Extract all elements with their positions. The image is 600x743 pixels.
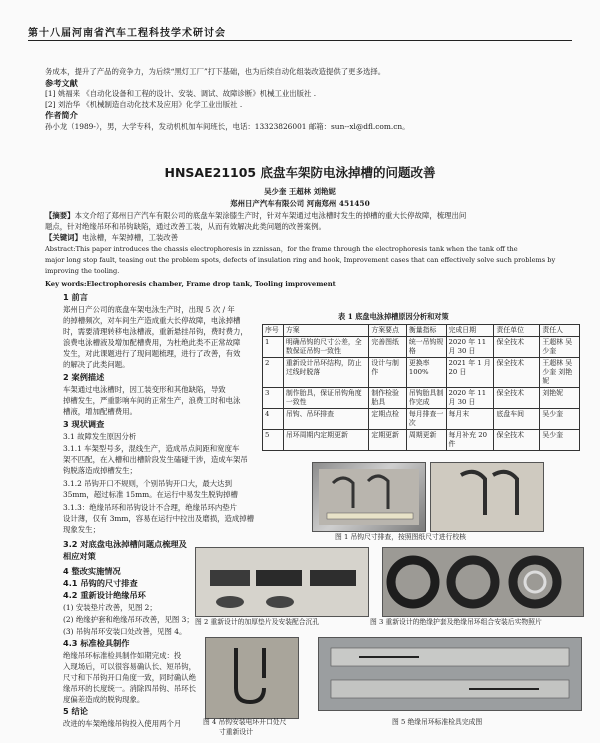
keywords-line <box>45 232 178 243</box>
table-cell: 制作胎具，保证吊钩角度一致性 <box>283 388 369 409</box>
body-line: 尺寸和下吊钩开口角度一致，同时确认绝 <box>63 673 197 682</box>
section-2-heading: 2 案例描述 <box>63 372 105 382</box>
table-cell: 2021 年 1 月 20 日 <box>446 358 494 388</box>
body-line: 掉槽发生，严重影响车间的正常生产，浪费工时和电泳 <box>63 396 241 405</box>
subsection-4-2: 4.2 重新设计绝缘吊环 <box>63 590 146 600</box>
table-cell: 每月末 <box>446 409 494 430</box>
subsection-4-1: 4.1 吊钩的尺寸排查 <box>63 578 138 588</box>
figure-2-photo <box>195 547 369 617</box>
table-cell: 吴少奎 <box>540 409 580 430</box>
figure-1-caption: 图 1 吊钩尺寸排查，按照图纸尺寸进行校核 <box>335 533 466 541</box>
table-header-cell: 序号 <box>263 325 284 337</box>
author-bio-heading: 作者简介 <box>45 110 78 120</box>
table-cell: 2 <box>263 358 284 388</box>
figure-1-photo-left <box>312 462 426 532</box>
article-authors: 吴少奎 王超林 刘艳妮 <box>264 187 336 196</box>
hook-drawing-photo-icon <box>431 463 543 531</box>
section-3-heading: 3 现状调查 <box>63 419 105 429</box>
table-cell: 更换率 100% <box>406 358 446 388</box>
author-bio: 孙小龙（1989-），男，大学专科，发动机机加车间班长，电话：13323826001 邮箱：sun--xl@dfl.com.cn。 <box>45 122 410 131</box>
table-cell: 周期更新 <box>406 430 446 451</box>
table-cell: 设计与制作 <box>369 358 407 388</box>
table-cell: 底盘车间 <box>494 409 540 430</box>
cause-countermeasure-table <box>262 324 580 451</box>
figure-4-photo <box>205 637 299 719</box>
body-line: 3.1.1 车架型号多，混线生产，造成吊点间距和宽度车 <box>63 444 240 453</box>
body-line: 的解决了此类问题。 <box>63 360 130 369</box>
table-cell: 定期点检 <box>369 409 407 430</box>
body-line: 架不匹配，在入槽和出槽阶段发生磕碰干涉，造成车架吊 <box>63 455 248 464</box>
table-cell: 保全技术 <box>494 337 540 358</box>
table-cell: 保全技术 <box>494 358 540 388</box>
abstract-line-1 <box>45 210 466 221</box>
en-abstract-line: Abstract:This paper introduces the chassis electrophoresis in zznissan，for the frame through the electrophoresis tank when the tank off the <box>45 245 518 253</box>
subsection-3-2-cont: 相应对策 <box>63 551 96 561</box>
body-line: 3.1.2 吊钩开口不规则，个别吊钩开口大，最大达到 <box>63 479 232 488</box>
abstract-line-2: 题点，针对绝缘吊环和吊钩缺陷，通过改善工装，从而有效解决此类问题的改善案例。 <box>45 222 326 231</box>
washer-parts-photo-icon <box>196 548 368 616</box>
figure-4-caption-cont: 寸重新设计 <box>219 728 253 736</box>
table-cell: 2020 年 11 月 30 日 <box>446 337 494 358</box>
abstract-text: 本文介绍了郑州日产汽车有限公司的底盘车架涂膝生产时，针对车架通过电泳槽时发生的掉槽的重大长停故障，梳理出问 <box>74 211 467 220</box>
table-row <box>263 337 580 358</box>
body-line: 的掉槽频次，对车间生产造成重大长停故障，电泳掉槽 <box>63 316 241 325</box>
figure-5-caption: 图 5 绝缘吊环标准检具完成图 <box>392 718 483 726</box>
references-heading: 参考文献 <box>45 78 78 88</box>
table-cell: 制作检验胎具 <box>369 388 407 409</box>
body-line: 35mm，超过标准 15mm。在运行中易发生脱钩掉槽 <box>63 490 238 499</box>
table-cell: 吊钩胎具制作完成 <box>406 388 446 409</box>
figure-3-photo <box>382 547 584 617</box>
article-title: HNSAE21105 底盘车架防电泳掉槽的问题改善 <box>164 165 436 180</box>
table-row <box>263 388 580 409</box>
abstract-label: 【摘要】 <box>45 211 75 220</box>
body-line: 缘吊环的长度统一。消除四吊钩、吊环长 <box>63 684 197 693</box>
table-header-row <box>263 325 580 337</box>
table-cell: 3 <box>263 388 284 409</box>
body-line: 郑州日产公司的底盘车架电泳生产时，出现 5 次 / 年 <box>63 305 235 314</box>
body-line: 槽液，增加配槽费用。 <box>63 407 137 416</box>
inspection-gauge-photo-icon <box>319 638 581 710</box>
body-line: 现象发生； <box>63 525 100 534</box>
prev-article-line: 务成本，提升了产品的竞争力，为后续“黑灯工厂”打下基础，也为后续自动化组装改造提供了更多选择。 <box>45 67 386 76</box>
body-line: 3.1.3：绝缘吊环和吊钩设计不合理，绝缘吊环内垫片 <box>63 503 238 512</box>
hook-ruler-photo-icon <box>313 463 425 531</box>
table-cell: 吊钩、吊环排查 <box>283 409 369 430</box>
body-line: 设计薄，仅有 3mm，容易在运行中拉出及磨损，造成掉槽 <box>63 514 255 523</box>
en-keywords: Key words:Electrophoresis chamber, Frame drop tank, Tooling improvement <box>45 280 336 288</box>
reference-item: [2] 刘治华 《机械制造自动化技术及应用》化学工业出版社 . <box>45 100 243 109</box>
figure-2-caption: 图 2 重新设计的加厚垫片及安装配合沉孔 <box>195 618 320 626</box>
keywords-label: 【关键词】 <box>45 233 82 242</box>
hook-mount-photo-icon <box>206 638 298 718</box>
reference-item: [1] 姚福来 《自动化设备和工程的设计、安装、调试、故障诊断》机械工业出版社 . <box>45 89 317 98</box>
section-1-heading: 1 前言 <box>63 292 88 302</box>
table-cell: 吴少奎 <box>540 430 580 451</box>
section-4-heading: 4 整改实施情况 <box>63 566 121 576</box>
table-header-cell: 方案 <box>283 325 369 337</box>
figure-5-photo <box>318 637 582 711</box>
body-line: 发生，对此课题进行了现问题梳理，进行了改善，有效 <box>63 349 241 358</box>
table-header-cell: 方案要点 <box>369 325 407 337</box>
body-line: 钩脱落造成掉槽发生； <box>63 466 137 475</box>
table-cell: 保全技术 <box>494 430 540 451</box>
section-5-heading: 5 结论 <box>63 706 88 716</box>
table-row <box>263 358 580 388</box>
body-line: 绝缘吊环标准检具制作如期完成：投 <box>63 651 182 660</box>
figure-3-caption: 图 3 重新设计的绝缘护套及绝缘吊环组合安装后实物照片 <box>370 618 542 626</box>
keywords-text: 电泳槽，车架掉槽，工装改善 <box>81 233 179 242</box>
table-header-cell: 完成日期 <box>446 325 494 337</box>
table-header-cell: 衡量指标 <box>406 325 446 337</box>
table-cell: 1 <box>263 337 284 358</box>
running-header: 第十八届河南省汽车工程科技学术研讨会 <box>28 28 226 39</box>
table-cell: 保全技术 <box>494 388 540 409</box>
table-cell: 定期更新 <box>369 430 407 451</box>
table-cell: 完善图纸 <box>369 337 407 358</box>
body-line: 时，需要清理转移电泳槽液，重新悬挂吊钩，费时费力， <box>63 327 248 336</box>
list-item: (1) 安装垫片改善，见图 2； <box>63 603 157 612</box>
table-cell: 每月补充 20 件 <box>446 430 494 451</box>
table-cell: 2020 年 11 月 30 日 <box>446 388 494 409</box>
en-abstract-line: improving the tooling. <box>45 267 120 275</box>
table-cell: 明确吊钩的尺寸公差，全数保证吊钩一致性 <box>283 337 369 358</box>
body-line: 车架通过电泳槽时，因工装变形和其他缺陷，导致 <box>63 385 226 394</box>
body-line: 度偏差造成的脱钩现象。 <box>63 695 145 704</box>
header-rule <box>28 40 572 41</box>
table-cell: 王超林 吴少奎 <box>540 337 580 358</box>
insulation-ring-photo-icon <box>383 548 583 616</box>
list-item: (3) 吊钩吊环安装口处改善，见图 4。 <box>63 627 187 636</box>
en-abstract-line: major long stop fault, teasing out the problem spots, defects of insulation ring and hook, Improvement cases that can effectively solve such problems by <box>45 256 556 264</box>
body-line: 浪费电泳槽液及增加配槽费用，为杜绝此类不正常故障 <box>63 338 241 347</box>
body-line: 入现场后，可以很容易确认长、短吊钩， <box>63 662 197 671</box>
article-affiliation: 郑州日产汽车有限公司 河南郑州 451450 <box>230 199 370 208</box>
subsection-3-1: 3.1 故障发生原因分析 <box>63 432 137 441</box>
table-header-cell: 责任单位 <box>494 325 540 337</box>
table-caption: 表 1 底盘电泳掉槽原因分析和对策 <box>338 312 449 321</box>
table-row <box>263 430 580 451</box>
table-cell: 王超林 吴少奎 刘艳妮 <box>540 358 580 388</box>
subsection-3-2: 3.2 对底盘电泳掉槽问题点梳理及 <box>63 539 187 549</box>
table-cell: 吊环周期内定期更新 <box>283 430 369 451</box>
table-cell: 5 <box>263 430 284 451</box>
table-cell: 刘艳妮 <box>540 388 580 409</box>
table-cell: 4 <box>263 409 284 430</box>
table-row <box>263 409 580 430</box>
table-cell: 每月排查一次 <box>406 409 446 430</box>
table-cell: 重新设计吊环结构，防止过线时脱落 <box>283 358 369 388</box>
list-item: (2) 绝缘护套和绝缘吊环改善，见图 3； <box>63 615 194 624</box>
figure-1-photo-right <box>430 462 544 532</box>
table-cell: 统一吊钩规格 <box>406 337 446 358</box>
subsection-4-3: 4.3 标准检具制作 <box>63 638 130 648</box>
table-header-cell: 责任人 <box>540 325 580 337</box>
figure-4-caption: 图 4 吊钩安装电环开口处尺 <box>203 718 287 726</box>
body-line: 改进的车架绝缘吊钩投入使用两个月 <box>63 719 182 728</box>
